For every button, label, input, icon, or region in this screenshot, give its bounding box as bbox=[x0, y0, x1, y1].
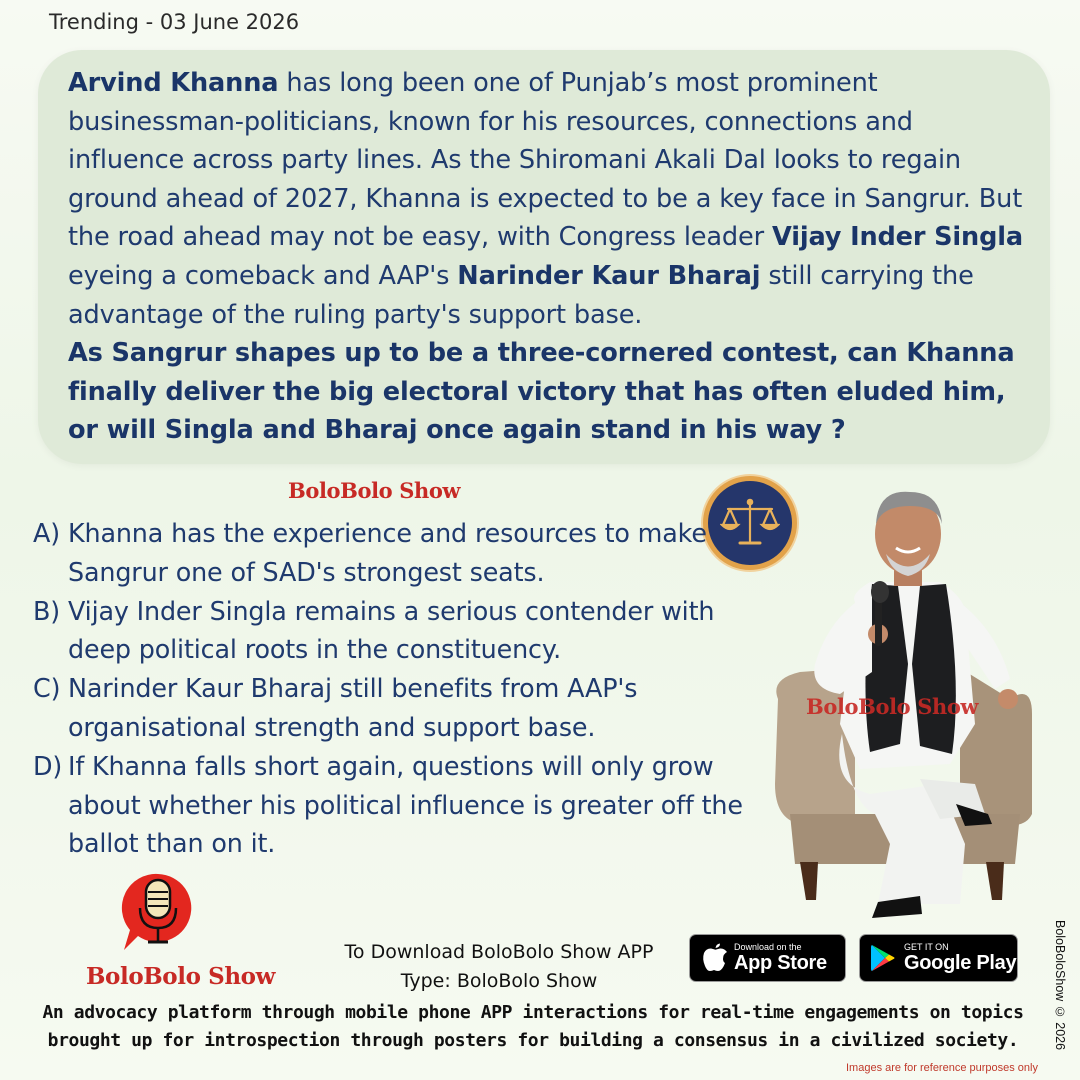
download-type-line: Type: BoloBolo Show bbox=[400, 970, 598, 992]
google-play-button[interactable] bbox=[859, 934, 1018, 982]
brand-label-top: BoloBolo Show bbox=[288, 478, 461, 503]
poll-options bbox=[33, 514, 773, 863]
option-letter: B) bbox=[33, 595, 61, 626]
advocacy-line: An advocacy platform through mobile phone APP interactions for real-time engagements on topics bbox=[42, 1002, 1024, 1023]
apple-icon bbox=[702, 943, 728, 973]
brand-label-bottom: BoloBolo Show bbox=[86, 963, 275, 990]
disclaimer-text: Images are for reference purposes only bbox=[846, 1062, 1038, 1074]
name-arvind-khanna: Arvind Khanna bbox=[68, 68, 279, 98]
option-letter: C) bbox=[33, 673, 61, 704]
option-letter: D) bbox=[33, 750, 63, 781]
app-store-label: App Store bbox=[734, 952, 827, 974]
google-play-icon bbox=[870, 944, 896, 972]
app-store-button[interactable] bbox=[689, 934, 846, 982]
option-text: Khanna has the experience and resources to make Sangrur one of SAD's strongest seats. bbox=[68, 518, 707, 587]
name-vijay-inder-singla: Vijay Inder Singla bbox=[771, 222, 1024, 253]
intro-text-1: has long been one of Punjab’s most prominent businessman-politicians, known for his resources, connections and influence across party lines. As the Shiromani Akali Dal looks to regain ground ahead of 2027, Khanna is expected to be a key face in Sangrur. But the road ahead may not be easy, with Congress leader bbox=[68, 68, 1023, 253]
intro-text-3: still carrying the advantage of the ruling party's support base. bbox=[68, 260, 974, 330]
option-letter: A) bbox=[33, 518, 60, 548]
google-play-label: Google Play bbox=[904, 952, 1017, 974]
option-text: Narinder Kaur Bharaj still benefits from AAP's organisational strength and support base. bbox=[68, 673, 638, 742]
option-a[interactable] bbox=[33, 514, 773, 592]
poll-question: As Sangrur shapes up to be a three-cornered contest, can Khanna finally deliver the big electoral victory that has often eluded him, or will Singla and Bharaj once again stand in his way ? bbox=[68, 338, 1015, 446]
intro-card bbox=[38, 50, 1050, 464]
name-narinder-kaur-bharaj: Narinder Kaur Bharaj bbox=[457, 260, 761, 291]
download-line: To Download BoloBolo Show APP bbox=[344, 941, 654, 963]
option-d[interactable] bbox=[33, 747, 773, 863]
copyright-text: BoloBoloShow © 2026 bbox=[1053, 920, 1067, 1051]
advocacy-statement bbox=[28, 999, 1038, 1055]
option-text: If Khanna falls short again, questions will only grow about whether his political influence is greater off the ballot than on it. bbox=[68, 750, 743, 859]
google-play-caption: GET IT ON bbox=[904, 942, 949, 952]
download-instructions bbox=[334, 938, 664, 996]
brand-watermark: BoloBolo Show bbox=[806, 694, 979, 719]
advocacy-line: brought up for introspection through posters for building a consensus in a civilized society. bbox=[47, 1030, 1019, 1051]
option-text: Vijay Inder Singla remains a serious contender with deep political roots in the constituency. bbox=[68, 595, 715, 665]
intro-text-2: eyeing a comeback and AAP's bbox=[68, 260, 458, 291]
option-b[interactable] bbox=[33, 592, 773, 670]
app-store-caption: Download on the bbox=[734, 942, 802, 952]
trending-date: Trending - 03 June 2026 bbox=[49, 10, 300, 34]
intro-paragraph bbox=[68, 64, 1030, 334]
option-c[interactable] bbox=[33, 669, 773, 747]
microphone-speech-bubble-icon bbox=[118, 866, 198, 966]
